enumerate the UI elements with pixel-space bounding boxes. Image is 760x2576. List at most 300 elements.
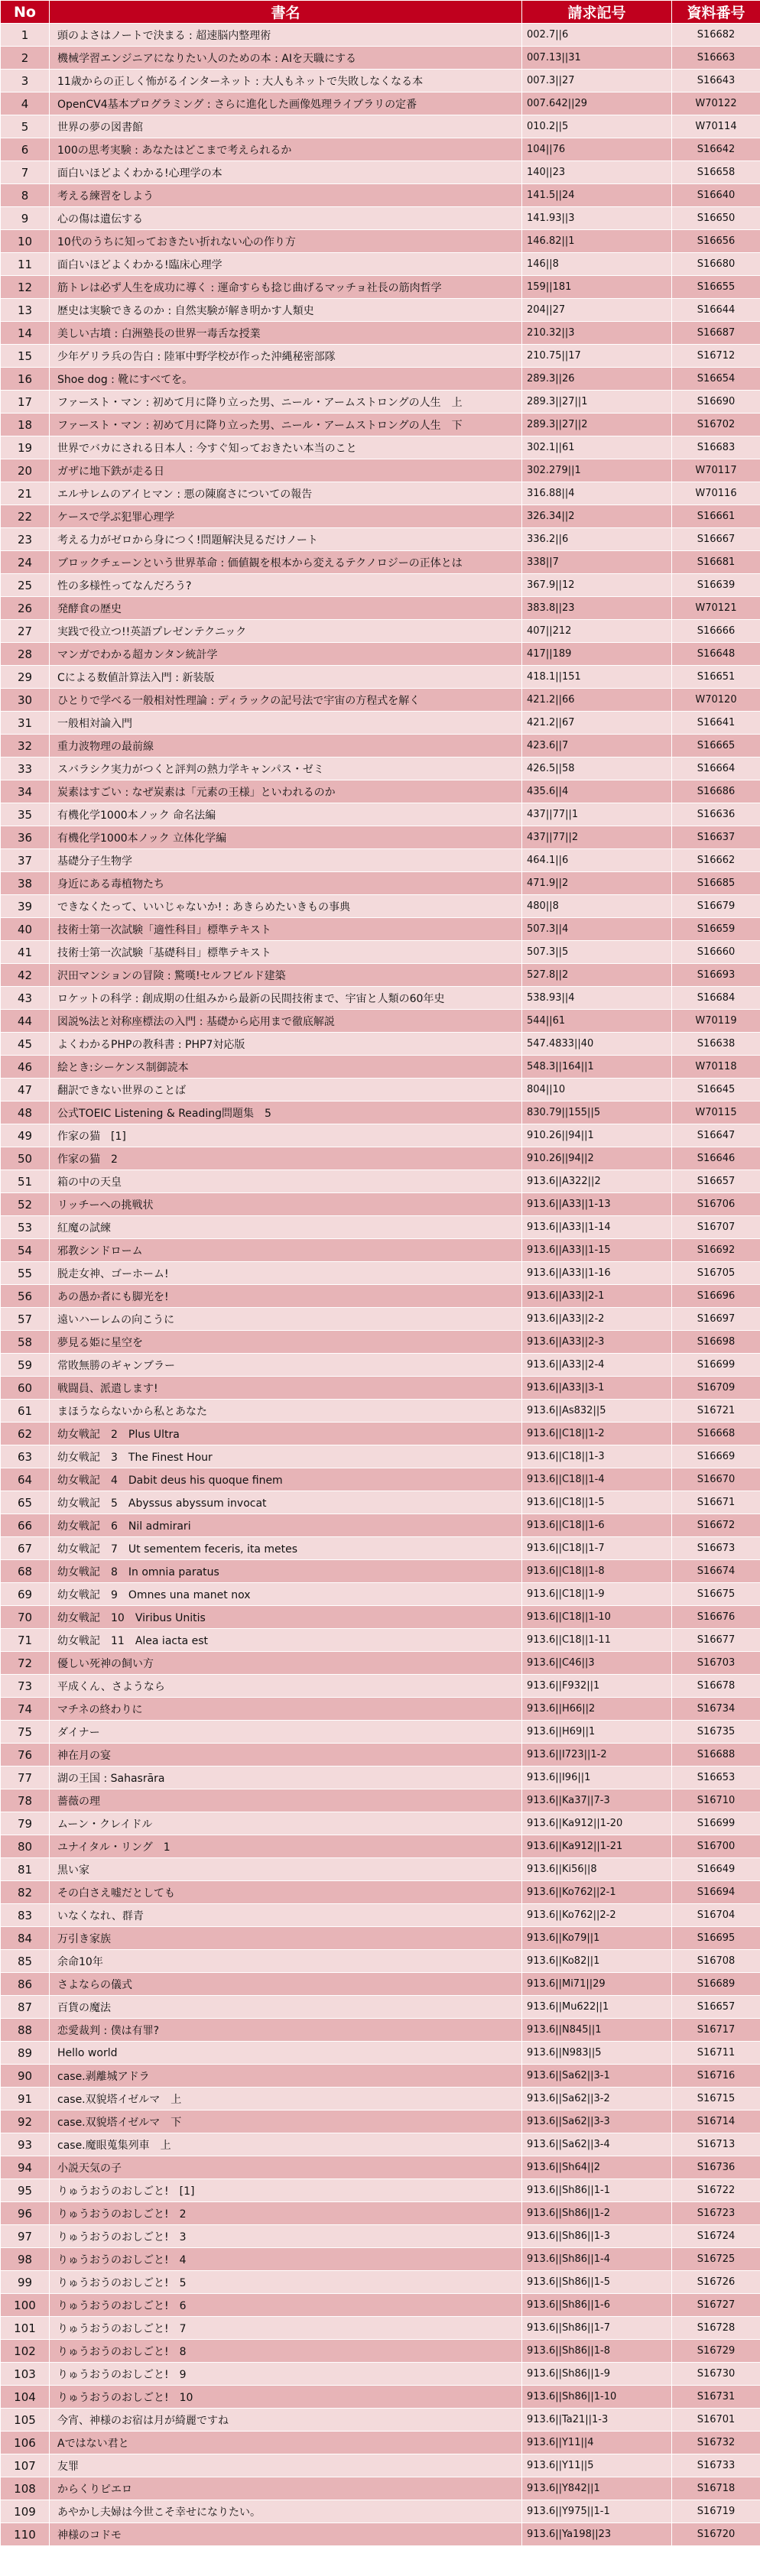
- table-row: [1, 391, 760, 414]
- table-row: [1, 1056, 760, 1079]
- cell-record-id: S16657: [672, 1170, 760, 1193]
- cell-title: ロケットの科学 : 創成期の仕組みから最新の民間技術まで、宇宙と人類の60年史: [50, 987, 522, 1010]
- table-row: [1, 2500, 760, 2523]
- table-row: [1, 712, 760, 735]
- cell-title: 平成くん、さようなら: [50, 1675, 522, 1698]
- cell-record-id: S16664: [672, 758, 760, 780]
- cell-record-id: S16643: [672, 70, 760, 92]
- cell-title: その白さえ嘘だとしても: [50, 1881, 522, 1904]
- table-row: [1, 2065, 760, 2088]
- cell-call-number: 480||8: [522, 895, 672, 918]
- table-row: [1, 1010, 760, 1033]
- table-row: [1, 230, 760, 253]
- table-row: [1, 2454, 760, 2477]
- cell-title: 幼女戦記 7 Ut sementem feceris, ita metes: [50, 1537, 522, 1560]
- cell-title: エルサレムのアイヒマン : 悪の陳腐さについての報告: [50, 482, 522, 505]
- table-row: [1, 1331, 760, 1354]
- cell-record-id: S16667: [672, 528, 760, 551]
- cell-title: ムーン・クレイドル: [50, 1812, 522, 1835]
- cell-title: まほうならないから私とあなた: [50, 1400, 522, 1423]
- cell-record-id: S16662: [672, 849, 760, 872]
- cell-title: 技術士第一次試験「適性科目」標準テキスト: [50, 918, 522, 941]
- cell-record-id: S16728: [672, 2317, 760, 2340]
- cell-record-id: S16636: [672, 803, 760, 826]
- cell-title: りゅうおうのおしごと! [1]: [50, 2179, 522, 2202]
- cell-title: case.魔眼蒐集列車 上: [50, 2133, 522, 2156]
- cell-call-number: 527.8||2: [522, 964, 672, 987]
- cell-record-id: S16644: [672, 299, 760, 322]
- cell-record-id: S16734: [672, 1698, 760, 1721]
- cell-record-id: S16711: [672, 2042, 760, 2065]
- cell-no: 71: [1, 1629, 50, 1652]
- cell-no: 93: [1, 2133, 50, 2156]
- cell-title: あやかし夫婦は今世こそ幸せになりたい。: [50, 2500, 522, 2523]
- cell-no: 1: [1, 24, 50, 47]
- cell-title: 考える力がゼロから身につく!問題解決見るだけノート: [50, 528, 522, 551]
- cell-no: 74: [1, 1698, 50, 1721]
- cell-no: 40: [1, 918, 50, 941]
- cell-record-id: S16698: [672, 1331, 760, 1354]
- cell-record-id: S16708: [672, 1950, 760, 1973]
- cell-title: りゅうおうのおしごと! 5: [50, 2271, 522, 2294]
- cell-call-number: 007.642||29: [522, 92, 672, 115]
- cell-title: Aではない君と: [50, 2432, 522, 2454]
- cell-call-number: 104||76: [522, 138, 672, 161]
- cell-title: りゅうおうのおしごと! 3: [50, 2225, 522, 2248]
- table-row: [1, 1721, 760, 1744]
- table-row: [1, 1216, 760, 1239]
- cell-call-number: 913.6||Sh86||1-4: [522, 2248, 672, 2271]
- cell-title: 世界でバカにされる日本人 : 今すぐ知っておきたい本当のこと: [50, 436, 522, 459]
- cell-record-id: S16651: [672, 666, 760, 689]
- cell-title: 重力波物理の最前線: [50, 735, 522, 758]
- cell-no: 100: [1, 2294, 50, 2317]
- table-row: [1, 1101, 760, 1124]
- header-record-id: 資料番号: [672, 1, 760, 24]
- table-row: [1, 895, 760, 918]
- cell-no: 85: [1, 1950, 50, 1973]
- table-row: [1, 2248, 760, 2271]
- cell-call-number: 913.6||C18||1-4: [522, 1468, 672, 1491]
- cell-call-number: 913.6||I723||1-2: [522, 1744, 672, 1767]
- cell-record-id: S16677: [672, 1629, 760, 1652]
- cell-record-id: S16712: [672, 345, 760, 368]
- table-row: [1, 2294, 760, 2317]
- cell-call-number: 289.3||27||2: [522, 414, 672, 436]
- cell-title: よくわかるPHPの教科書 : PHP7対応版: [50, 1033, 522, 1056]
- cell-no: 101: [1, 2317, 50, 2340]
- cell-call-number: 804||10: [522, 1079, 672, 1101]
- cell-no: 64: [1, 1468, 50, 1491]
- table-row: [1, 1744, 760, 1767]
- cell-call-number: 326.34||2: [522, 505, 672, 528]
- cell-call-number: 913.6||Ki56||8: [522, 1858, 672, 1881]
- cell-call-number: 913.6||Sh86||1-8: [522, 2340, 672, 2363]
- cell-call-number: 010.2||5: [522, 115, 672, 138]
- cell-record-id: S16714: [672, 2110, 760, 2133]
- table-row: [1, 826, 760, 849]
- cell-no: 77: [1, 1767, 50, 1789]
- cell-no: 13: [1, 299, 50, 322]
- cell-title: 図説%法と対称座標法の入門 : 基礎から応用まで徹底解説: [50, 1010, 522, 1033]
- cell-no: 65: [1, 1491, 50, 1514]
- cell-call-number: 913.6||A33||1-15: [522, 1239, 672, 1262]
- cell-call-number: 913.6||A33||2-4: [522, 1354, 672, 1377]
- cell-call-number: 140||23: [522, 161, 672, 184]
- table-row: [1, 1079, 760, 1101]
- table-row: [1, 505, 760, 528]
- cell-record-id: W70121: [672, 597, 760, 620]
- cell-no: 78: [1, 1789, 50, 1812]
- cell-call-number: 910.26||94||1: [522, 1124, 672, 1147]
- cell-call-number: 913.6||Ko762||2-1: [522, 1881, 672, 1904]
- table-row: [1, 161, 760, 184]
- cell-no: 103: [1, 2363, 50, 2386]
- cell-call-number: 336.2||6: [522, 528, 672, 551]
- cell-no: 62: [1, 1423, 50, 1445]
- cell-no: 59: [1, 1354, 50, 1377]
- cell-record-id: S16676: [672, 1606, 760, 1629]
- table-row: [1, 780, 760, 803]
- cell-no: 45: [1, 1033, 50, 1056]
- table-row: [1, 1033, 760, 1056]
- cell-title: 今宵、神様のお宿は月が綺麗ですね: [50, 2409, 522, 2432]
- cell-no: 50: [1, 1147, 50, 1170]
- cell-record-id: S16733: [672, 2454, 760, 2477]
- cell-title: 面白いほどよくわかる!臨床心理学: [50, 253, 522, 276]
- cell-title: ファースト・マン : 初めて月に降り立った男、ニール・アームストロングの人生 上: [50, 391, 522, 414]
- table-row: [1, 2317, 760, 2340]
- cell-call-number: 913.6||N983||5: [522, 2042, 672, 2065]
- cell-call-number: 913.6||Ka912||1-21: [522, 1835, 672, 1858]
- cell-call-number: 538.93||4: [522, 987, 672, 1010]
- cell-title: からくりピエロ: [50, 2477, 522, 2500]
- table-row: [1, 1835, 760, 1858]
- cell-call-number: 421.2||66: [522, 689, 672, 712]
- table-row: [1, 1491, 760, 1514]
- cell-no: 69: [1, 1583, 50, 1606]
- cell-no: 109: [1, 2500, 50, 2523]
- cell-record-id: S16694: [672, 1881, 760, 1904]
- cell-title: あの愚か者にも脚光を!: [50, 1285, 522, 1308]
- cell-record-id: S16678: [672, 1675, 760, 1698]
- cell-title: 作家の猫 [1]: [50, 1124, 522, 1147]
- cell-record-id: S16697: [672, 1308, 760, 1331]
- cell-call-number: 548.3||164||1: [522, 1056, 672, 1079]
- cell-no: 27: [1, 620, 50, 643]
- cell-record-id: S16704: [672, 1904, 760, 1927]
- cell-record-id: S16670: [672, 1468, 760, 1491]
- cell-no: 106: [1, 2432, 50, 2454]
- cell-title: 沢田マンションの冒険 : 驚嘆!セルフビルド建築: [50, 964, 522, 987]
- cell-no: 94: [1, 2156, 50, 2179]
- cell-record-id: S16684: [672, 987, 760, 1010]
- cell-record-id: S16726: [672, 2271, 760, 2294]
- cell-title: ファースト・マン : 初めて月に降り立った男、ニール・アームストロングの人生 下: [50, 414, 522, 436]
- table-row: [1, 1927, 760, 1950]
- cell-no: 108: [1, 2477, 50, 2500]
- cell-call-number: 913.6||C18||1-5: [522, 1491, 672, 1514]
- cell-title: 有機化学1000本ノック 立体化学編: [50, 826, 522, 849]
- cell-title: マンガでわかる超カンタン統計学: [50, 643, 522, 666]
- cell-no: 98: [1, 2248, 50, 2271]
- cell-title: 邪教シンドローム: [50, 1239, 522, 1262]
- cell-no: 18: [1, 414, 50, 436]
- table-row: [1, 1652, 760, 1675]
- cell-record-id: S16703: [672, 1652, 760, 1675]
- table-row: [1, 849, 760, 872]
- cell-title: 少年ゲリラ兵の告白 : 陸軍中野学校が作った沖縄秘密部隊: [50, 345, 522, 368]
- cell-record-id: S16699: [672, 1354, 760, 1377]
- cell-title: 神様のコドモ: [50, 2523, 522, 2546]
- table-row: [1, 24, 760, 47]
- cell-no: 63: [1, 1445, 50, 1468]
- table-row: [1, 345, 760, 368]
- cell-no: 37: [1, 849, 50, 872]
- table-row: [1, 597, 760, 620]
- table-row: [1, 2477, 760, 2500]
- table-row: [1, 1124, 760, 1147]
- cell-no: 2: [1, 47, 50, 70]
- cell-no: 25: [1, 574, 50, 597]
- cell-title: 考える練習をしよう: [50, 184, 522, 207]
- cell-title: 性の多様性ってなんだろう?: [50, 574, 522, 597]
- cell-no: 9: [1, 207, 50, 230]
- cell-record-id: S16657: [672, 1996, 760, 2019]
- table-row: [1, 1354, 760, 1377]
- cell-call-number: 913.6||I96||1: [522, 1767, 672, 1789]
- table-row: [1, 2133, 760, 2156]
- cell-title: 常敗無勝のギャンブラー: [50, 1354, 522, 1377]
- cell-call-number: 289.3||27||1: [522, 391, 672, 414]
- table-row: [1, 1147, 760, 1170]
- cell-title: 作家の猫 2: [50, 1147, 522, 1170]
- table-row: [1, 1560, 760, 1583]
- cell-no: 90: [1, 2065, 50, 2088]
- cell-call-number: 913.6||C18||1-2: [522, 1423, 672, 1445]
- cell-record-id: S16692: [672, 1239, 760, 1262]
- cell-title: ガザに地下鉄が走る日: [50, 459, 522, 482]
- cell-record-id: S16658: [672, 161, 760, 184]
- cell-title: 幼女戦記 4 Dabit deus his quoque finem: [50, 1468, 522, 1491]
- cell-title: 余命10年: [50, 1950, 522, 1973]
- table-row: [1, 987, 760, 1010]
- cell-title: 頭のよさはノートで決まる : 超速脳内整理術: [50, 24, 522, 47]
- cell-record-id: S16731: [672, 2386, 760, 2409]
- table-row: [1, 1193, 760, 1216]
- table-row: [1, 1285, 760, 1308]
- cell-call-number: 913.6||C18||1-9: [522, 1583, 672, 1606]
- cell-record-id: S16725: [672, 2248, 760, 2271]
- table-row: [1, 299, 760, 322]
- cell-call-number: 913.6||A33||1-14: [522, 1216, 672, 1239]
- cell-no: 20: [1, 459, 50, 482]
- cell-title: りゅうおうのおしごと! 8: [50, 2340, 522, 2363]
- cell-record-id: W70120: [672, 689, 760, 712]
- cell-call-number: 913.6||H69||1: [522, 1721, 672, 1744]
- cell-no: 104: [1, 2386, 50, 2409]
- cell-no: 55: [1, 1262, 50, 1285]
- cell-no: 36: [1, 826, 50, 849]
- cell-no: 97: [1, 2225, 50, 2248]
- cell-record-id: S16638: [672, 1033, 760, 1056]
- table-row: [1, 2225, 760, 2248]
- cell-record-id: S16687: [672, 322, 760, 345]
- cell-call-number: 913.6||Sa62||3-3: [522, 2110, 672, 2133]
- table-row: [1, 1996, 760, 2019]
- table-row: [1, 2340, 760, 2363]
- cell-record-id: W70114: [672, 115, 760, 138]
- cell-no: 58: [1, 1331, 50, 1354]
- table-row: [1, 2156, 760, 2179]
- cell-record-id: S16645: [672, 1079, 760, 1101]
- cell-no: 49: [1, 1124, 50, 1147]
- cell-call-number: 913.6||C18||1-6: [522, 1514, 672, 1537]
- cell-no: 21: [1, 482, 50, 505]
- cell-call-number: 002.7||6: [522, 24, 672, 47]
- cell-title: 絵とき:シーケンス制御読本: [50, 1056, 522, 1079]
- cell-call-number: 913.6||C18||1-7: [522, 1537, 672, 1560]
- cell-record-id: W70115: [672, 1101, 760, 1124]
- table-row: [1, 2409, 760, 2432]
- table-row: [1, 2386, 760, 2409]
- cell-title: りゅうおうのおしごと! 2: [50, 2202, 522, 2225]
- cell-call-number: 302.279||1: [522, 459, 672, 482]
- table-row: [1, 918, 760, 941]
- cell-call-number: 210.75||17: [522, 345, 672, 368]
- cell-record-id: S16732: [672, 2432, 760, 2454]
- cell-record-id: S16681: [672, 551, 760, 574]
- cell-call-number: 913.6||Sh64||2: [522, 2156, 672, 2179]
- cell-title: りゅうおうのおしごと! 7: [50, 2317, 522, 2340]
- cell-record-id: S16701: [672, 2409, 760, 2432]
- cell-title: Cによる数値計算法入門 : 新装版: [50, 666, 522, 689]
- cell-record-id: S16640: [672, 184, 760, 207]
- table-row: [1, 1675, 760, 1698]
- cell-call-number: 913.6||C18||1-3: [522, 1445, 672, 1468]
- cell-no: 6: [1, 138, 50, 161]
- cell-no: 48: [1, 1101, 50, 1124]
- cell-title: りゅうおうのおしごと! 10: [50, 2386, 522, 2409]
- cell-call-number: 913.6||N845||1: [522, 2019, 672, 2042]
- cell-no: 3: [1, 70, 50, 92]
- cell-record-id: S16695: [672, 1927, 760, 1950]
- cell-no: 61: [1, 1400, 50, 1423]
- cell-call-number: 302.1||61: [522, 436, 672, 459]
- cell-no: 7: [1, 161, 50, 184]
- cell-title: 友罪: [50, 2454, 522, 2477]
- cell-title: りゅうおうのおしごと! 4: [50, 2248, 522, 2271]
- table-row: [1, 964, 760, 987]
- header-call-number: 請求記号: [522, 1, 672, 24]
- cell-no: 54: [1, 1239, 50, 1262]
- cell-title: 万引き家族: [50, 1927, 522, 1950]
- cell-call-number: 544||61: [522, 1010, 672, 1033]
- cell-record-id: S16669: [672, 1445, 760, 1468]
- table-row: [1, 528, 760, 551]
- cell-record-id: S16637: [672, 826, 760, 849]
- cell-record-id: S16672: [672, 1514, 760, 1537]
- table-row: [1, 459, 760, 482]
- table-row: [1, 1583, 760, 1606]
- cell-no: 46: [1, 1056, 50, 1079]
- table-row: [1, 1468, 760, 1491]
- cell-no: 95: [1, 2179, 50, 2202]
- cell-no: 17: [1, 391, 50, 414]
- cell-call-number: 007.3||27: [522, 70, 672, 92]
- cell-call-number: 913.6||A33||1-16: [522, 1262, 672, 1285]
- cell-call-number: 007.13||31: [522, 47, 672, 70]
- cell-call-number: 913.6||C18||1-10: [522, 1606, 672, 1629]
- cell-record-id: S16648: [672, 643, 760, 666]
- cell-no: 99: [1, 2271, 50, 2294]
- cell-record-id: S16736: [672, 2156, 760, 2179]
- cell-title: 面白いほどよくわかる!心理学の本: [50, 161, 522, 184]
- cell-record-id: S16689: [672, 1973, 760, 1996]
- cell-call-number: 471.9||2: [522, 872, 672, 895]
- cell-record-id: S16693: [672, 964, 760, 987]
- cell-call-number: 913.6||A33||3-1: [522, 1377, 672, 1400]
- cell-call-number: 913.6||F932||1: [522, 1675, 672, 1698]
- cell-call-number: 146||8: [522, 253, 672, 276]
- cell-call-number: 913.6||Ka37||7-3: [522, 1789, 672, 1812]
- cell-title: 幼女戦記 5 Abyssus abyssum invocat: [50, 1491, 522, 1514]
- cell-record-id: S16686: [672, 780, 760, 803]
- cell-call-number: 913.6||Sh86||1-7: [522, 2317, 672, 2340]
- table-row: [1, 803, 760, 826]
- cell-no: 87: [1, 1996, 50, 2019]
- cell-record-id: S16647: [672, 1124, 760, 1147]
- cell-no: 29: [1, 666, 50, 689]
- cell-title: ダイナー: [50, 1721, 522, 1744]
- cell-title: 幼女戦記 6 Nil admirari: [50, 1514, 522, 1537]
- cell-record-id: W70119: [672, 1010, 760, 1033]
- cell-call-number: 913.6||Y975||1-1: [522, 2500, 672, 2523]
- table-row: [1, 368, 760, 391]
- cell-no: 5: [1, 115, 50, 138]
- cell-call-number: 159||181: [522, 276, 672, 299]
- cell-record-id: S16705: [672, 1262, 760, 1285]
- cell-record-id: S16710: [672, 1789, 760, 1812]
- cell-record-id: S16729: [672, 2340, 760, 2363]
- cell-record-id: W70116: [672, 482, 760, 505]
- table-row: [1, 1514, 760, 1537]
- table-row: [1, 70, 760, 92]
- cell-title: 公式TOEIC Listening & Reading問題集 5: [50, 1101, 522, 1124]
- cell-title: 脱走女神、ゴーホーム!: [50, 1262, 522, 1285]
- table-row: [1, 1262, 760, 1285]
- table-row: [1, 1881, 760, 1904]
- cell-record-id: S16671: [672, 1491, 760, 1514]
- cell-no: 91: [1, 2088, 50, 2110]
- cell-title: 世界の夢の図書館: [50, 115, 522, 138]
- cell-record-id: S16709: [672, 1377, 760, 1400]
- cell-call-number: 913.6||Sh86||1-9: [522, 2363, 672, 2386]
- cell-record-id: W70117: [672, 459, 760, 482]
- cell-record-id: S16699: [672, 1812, 760, 1835]
- cell-no: 38: [1, 872, 50, 895]
- cell-record-id: S16727: [672, 2294, 760, 2317]
- cell-call-number: 913.6||Sh86||1-5: [522, 2271, 672, 2294]
- table-header: [1, 1, 760, 24]
- cell-no: 96: [1, 2202, 50, 2225]
- cell-call-number: 913.6||A33||2-2: [522, 1308, 672, 1331]
- cell-title: いなくなれ、群青: [50, 1904, 522, 1927]
- cell-title: マチネの終わりに: [50, 1698, 522, 1721]
- cell-call-number: 464.1||6: [522, 849, 672, 872]
- cell-title: 小説天気の子: [50, 2156, 522, 2179]
- table-row: [1, 276, 760, 299]
